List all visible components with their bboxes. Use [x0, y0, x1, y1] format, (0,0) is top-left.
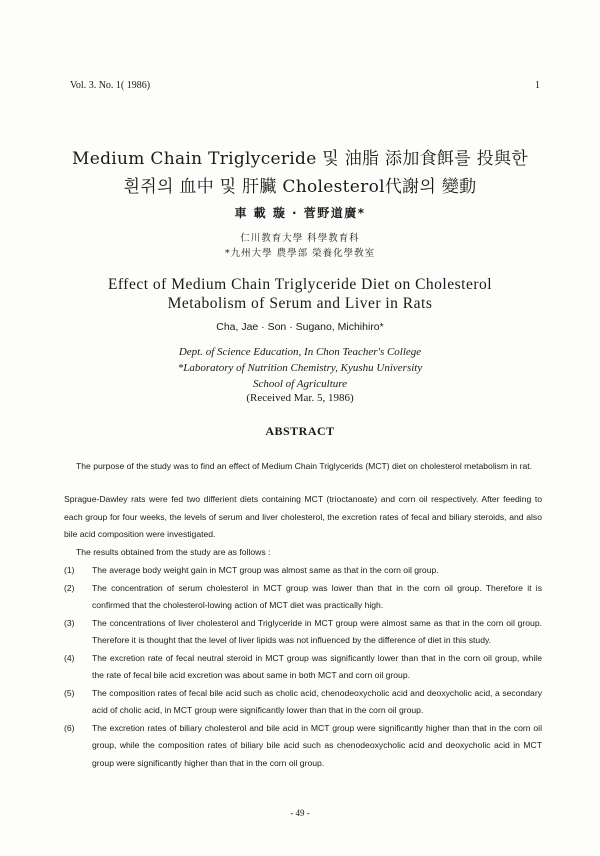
list-item — [64, 562, 542, 580]
korean-affiliation-1: 仁川教育大學 科學教育科 — [240, 233, 360, 244]
abstract-paragraph-1: The purpose of the study was to find an effect of Medium Chain Triglycerids (MCT) diet on cholesterol metabolism in rat. — [76, 461, 532, 471]
list-text: The excretion rate of fecal neutral steroid in MCT group was significantly lower than that in the corn oil group, while the rate of fecal bile acid excretion was about same in both MCT and corn oil group. — [92, 652, 542, 680]
english-affiliation-2: *Laboratory of Nutrition Chemistry, Kyushu University — [177, 362, 423, 374]
list-number: (2) — [64, 582, 75, 593]
list-text: The concentration of serum cholesterol in MCT group was lower than that in the corn oil group. Therefore it is confirmed that the cholesterol-lowing action of MCT diet was practically high. — [92, 582, 542, 610]
korean-affiliation-2: *九州大學 農學部 榮養化學敎室 — [224, 248, 376, 259]
list-item — [64, 685, 542, 720]
page-header — [70, 80, 540, 91]
korean-authors: 車 載 璇 · 菅野道廣* — [234, 206, 366, 220]
list-number: (3) — [64, 617, 75, 628]
abstract-heading: ABSTRACT — [265, 424, 335, 438]
list-item — [64, 615, 542, 650]
english-affiliation-3: School of Agriculture — [252, 378, 348, 390]
list-number: (4) — [64, 652, 75, 663]
received-date: (Received Mar. 5, 1986) — [246, 392, 354, 404]
list-number: (6) — [64, 722, 75, 733]
list-item — [64, 580, 542, 615]
list-text: The composition rates of fecal bile acid such as cholic acid, chenodeoxycholic acid and deoxycholic acid, a secondary acid of cholic acid, in MCT group were significantly lower than that in the corn oil group. — [92, 687, 542, 715]
list-item — [64, 650, 542, 685]
abstract-paragraph-2: Sprague-Dawley rats were fed two differient diets containing MCT (trioctanoate) and corn oil respectively. After feeding to each group for four weeks, the levels of serum and liver cholesterol, the excretion rates of fecal and biliary steroids, and also bile acid composition were investigated. — [64, 494, 542, 539]
korean-title-line-2: 흰쥐의 血中 및 肝臟 Cholesterol代謝의 變動 — [123, 177, 477, 197]
abstract-paragraph-3: The results obtained from the study are as follows : — [76, 547, 271, 557]
list-text: The average body weight gain in MCT group was almost same as that in the corn oil group. — [92, 565, 439, 575]
list-item — [64, 720, 542, 773]
english-title-line-1: Effect of Medium Chain Triglyceride Diet on Cholesterol — [107, 276, 493, 293]
list-number: (5) — [64, 687, 75, 698]
english-affiliation-1: Dept. of Science Education, In Chon Teacher's College — [178, 346, 422, 358]
list-text: The excretion rates of biliary cholesterol and bile acid in MCT group were significantly higher than that in the corn oil group, while the composition rates of biliary bile acid such as chenodeoxycholic acid and deoxycholic acid in MCT group were significantly higher than that in the corn oil group. — [92, 722, 542, 768]
page-footer-number: - 49 - — [290, 808, 310, 818]
english-title-line-2: Metabolism of Serum and Liver in Rats — [167, 295, 433, 312]
header-page-number: 1 — [535, 80, 540, 91]
list-number: (1) — [64, 565, 75, 575]
english-authors: Cha, Jae · Son · Sugano, Michihiro* — [216, 321, 384, 333]
list-text: The concentrations of liver cholesterol and Triglyceride in MCT group were almost same as that in the corn oil group. Therefore it is thought that the level of liver lipids was not influenced by the difference of diet in this study. — [92, 617, 542, 645]
results-list — [64, 562, 542, 772]
korean-title-line-1: Medium Chain Triglyceride 및 油脂 添加食餌를 投與한 — [72, 149, 528, 169]
volume-info: Vol. 3. No. 1( 1986) — [70, 80, 151, 91]
